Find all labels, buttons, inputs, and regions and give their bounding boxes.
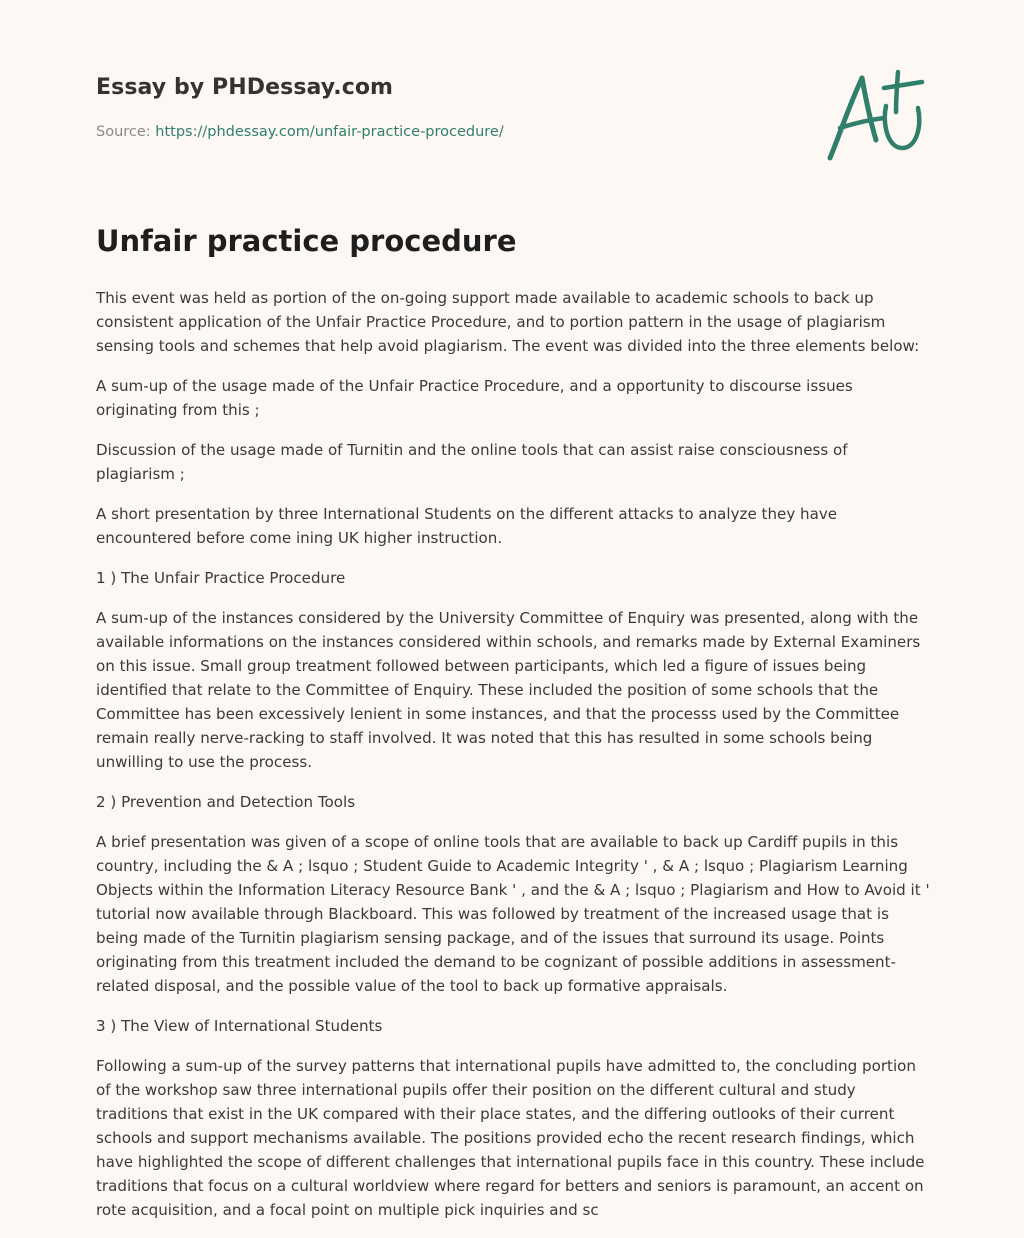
essay-title: Unfair practice procedure — [96, 224, 517, 258]
body-paragraph: A sum-up of the instances considered by the University Committee of Enquiry was presented, along with the available informations on the instances considered within schools, and remarks made by External Examiners on this issue. Small group treatment followed between participants, which led a figure of issues being identified that relate to the Committee of Enquiry. These included the position of some schools that the Committee has been excessively lenient in some instances, and that the processs used by the Committee remain really nerve-racking to staff involved. It was noted that this has resulted in some schools being unwilling to use the process. — [96, 609, 921, 771]
source-line — [96, 124, 504, 140]
source-label: Source: — [96, 124, 151, 140]
body-paragraph: A short presentation by three International Students on the different attacks to analyze they have encountered before come ining UK higher instruction. — [96, 505, 838, 547]
body-paragraph: A brief presentation was given of a scope of online tools that are available to back up Cardiff pupils in this country, including the & A ; lsquo ; Student Guide to Academic Integrity ' , & A ; lsquo ; Plagiarism Learning Objects within the Information Literacy Resource Bank ' , and the & A ; lsquo ; Plagiarism and How to Avoid it ' tutorial now available through Blackboard. This was followed by treatment of the increased usage that is being made of the Turnitin plagiarism sensing package, and of the issues that surround its usage. Points originating from this treatment included the demand to be cognizant of possible additions in assessment-related disposal, and the possible value of the tool to back up formative appraisals. — [96, 833, 930, 995]
body-paragraph: Following a sum-up of the survey patterns that international pupils have admitted to, the concluding portion of the workshop saw three international pupils offer their position on the different cultural and study traditions that exist in the UK compared with their place states, and the differing outlooks of their current schools and support mechanisms available. The positions provided echo the recent research findings, which have highlighted the scope of different challenges that international pupils face in this country. These include traditions that focus on a cultural worldview where regard for betters and seniors is paramount, an accent on rote acquisition, and a focal point on multiple pick inquiries and sc — [96, 1057, 925, 1219]
body-paragraph: A sum-up of the usage made of the Unfair Practice Procedure, and a opportunity to discourse issues originating from this ; — [96, 377, 853, 419]
section-heading: 2 ) Prevention and Detection Tools — [96, 793, 356, 811]
section-heading: 1 ) The Unfair Practice Procedure — [96, 569, 346, 587]
section-heading: 3 ) The View of International Students — [96, 1017, 383, 1035]
body-paragraph: This event was held as portion of the on-going support made available to academic schools to back up consistent application of the Unfair Practice Procedure, and to portion pattern in the usage of plagiarism sensing tools and schemes that help avoid plagiarism. The event was divided into the three elements below: — [96, 289, 920, 355]
source-link[interactable]: https://phdessay.com/unfair-practice-procedure/ — [155, 124, 504, 140]
site-title: Essay by PHDessay.com — [96, 75, 394, 100]
essay-body — [96, 286, 930, 1238]
a-plus-grade-icon — [818, 66, 930, 170]
body-paragraph: Discussion of the usage made of Turnitin and the online tools that can assist raise consciousness of plagiarism ; — [96, 441, 848, 483]
